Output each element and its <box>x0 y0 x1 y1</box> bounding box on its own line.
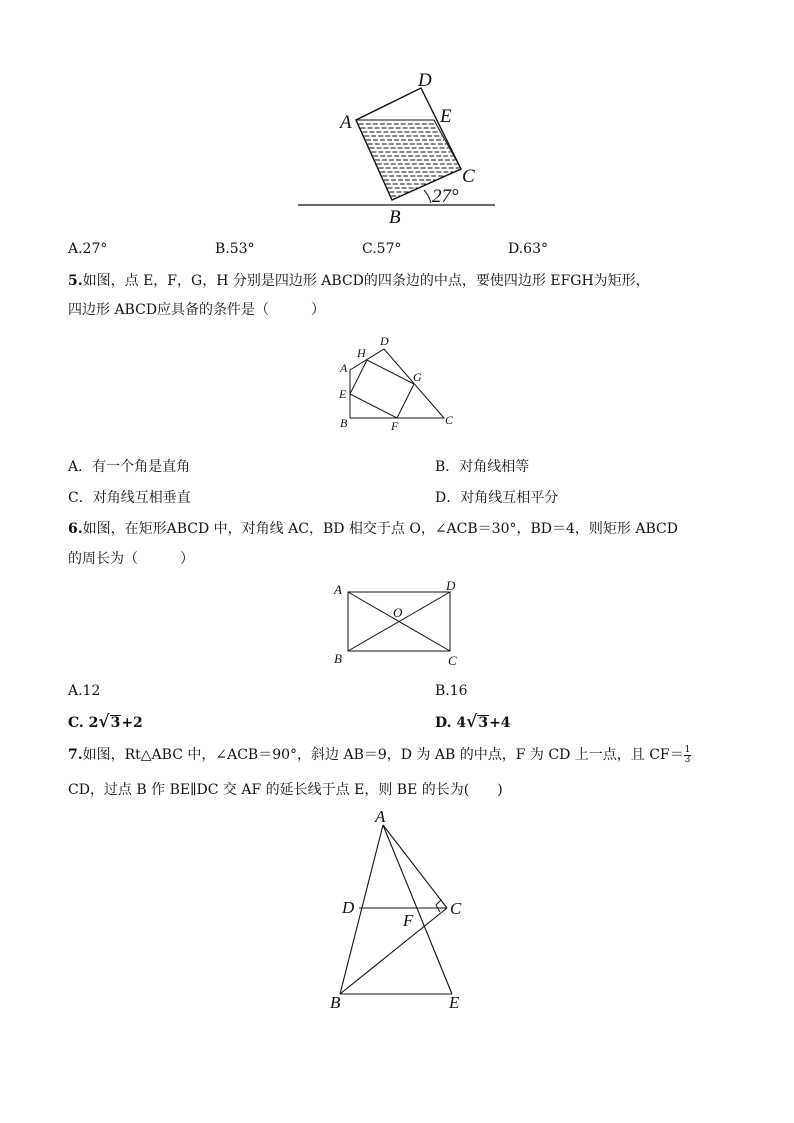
fig4-label-d: D <box>418 70 432 91</box>
fig6-label-d: D <box>446 578 456 593</box>
q4-option-a[interactable]: A.27° <box>68 241 108 257</box>
fig6-label-o: O <box>393 605 403 620</box>
fig5-label-c: C <box>445 413 454 427</box>
fig7-label-c: C <box>450 899 462 918</box>
fig4-label-a: A <box>340 112 352 133</box>
q7-fraction-denominator: 3 <box>684 754 691 765</box>
fig4-label-c: C <box>462 166 475 187</box>
q7-text-1: 如图，Rt△ABC 中，∠ACB＝90°，斜边 AB＝9，D 为 AB 的中点，F 为 CD 上一点，且 CF＝ <box>82 747 684 763</box>
fig5-label-d: D <box>380 334 389 348</box>
fig5-label-a: A <box>340 361 348 375</box>
q5-option-a[interactable]: A．有一个角是直角 <box>68 459 191 475</box>
fig7-label-a: A <box>375 807 386 826</box>
fig4-label-b: B <box>389 207 401 228</box>
q6-number: 6. <box>68 521 83 537</box>
fig5-label-e: E <box>339 387 347 401</box>
fig7-label-e: E <box>449 993 460 1012</box>
q6-option-d[interactable]: D. 4√3+4 <box>435 712 511 732</box>
fig5-label-f: F <box>391 419 399 433</box>
fig4-label-e: E <box>440 106 452 127</box>
q5-option-b[interactable]: B．对角线相等 <box>435 459 530 475</box>
q7-fraction-numerator: 1 <box>684 744 691 755</box>
q5-option-c[interactable]: C．对角线互相垂直 <box>68 490 191 506</box>
q5-option-d[interactable]: D．对角线互相平分 <box>435 490 559 506</box>
fig7-label-d: D <box>342 898 355 917</box>
q5-text-1: 如图，点 E，F，G，H 分别是四边形 ABCD的四条边的中点，要使四边形 EFGH为矩形， <box>82 273 650 289</box>
q6-option-d-suffix: +4 <box>489 715 511 731</box>
q5-number: 5. <box>68 273 83 289</box>
q6-option-d-radicand: 3 <box>478 715 489 731</box>
q6-option-a[interactable]: A.12 <box>68 683 101 699</box>
q4-option-b[interactable]: B.53° <box>215 241 255 257</box>
q6-option-c-radicand: 3 <box>110 715 121 731</box>
fig5-label-b: B <box>340 416 348 430</box>
q7-number: 7. <box>68 747 83 763</box>
q4-option-c[interactable]: C.57° <box>362 241 402 257</box>
fig7-label-b: B <box>330 993 341 1012</box>
q7-text-2: CD，过点 B 作 BE∥DC 交 AF 的延长线于点 E，则 BE 的长为( ) <box>68 782 503 798</box>
fig6-label-b: B <box>334 651 342 666</box>
fig5-label-g: G <box>413 370 422 384</box>
q6-option-c[interactable]: C. 2√3+2 <box>68 712 143 732</box>
q4-option-d[interactable]: D.63° <box>508 241 548 257</box>
q6-option-c-prefix: C. 2 <box>68 715 99 731</box>
fig4-angle-label: 27° <box>432 186 459 207</box>
fig6-label-c: C <box>448 653 457 668</box>
fig7-label-f: F <box>403 911 414 930</box>
fig5-label-h: H <box>357 346 366 360</box>
q6-option-c-suffix: +2 <box>121 715 143 731</box>
q6-option-b[interactable]: B.16 <box>435 683 468 699</box>
fig6-label-a: A <box>334 582 342 597</box>
q6-option-d-prefix: D. 4 <box>435 715 467 731</box>
q5-text-2: 四边形 ABCD应具备的条件是（ ） <box>68 302 326 318</box>
q6-text-2: 的周长为（ ） <box>68 551 194 567</box>
q6-text-1: 如图，在矩形ABCD 中，对角线 AC，BD 相交于点 O，∠ACB＝30°，BD＝4，则矩形 ABCD <box>82 521 678 537</box>
